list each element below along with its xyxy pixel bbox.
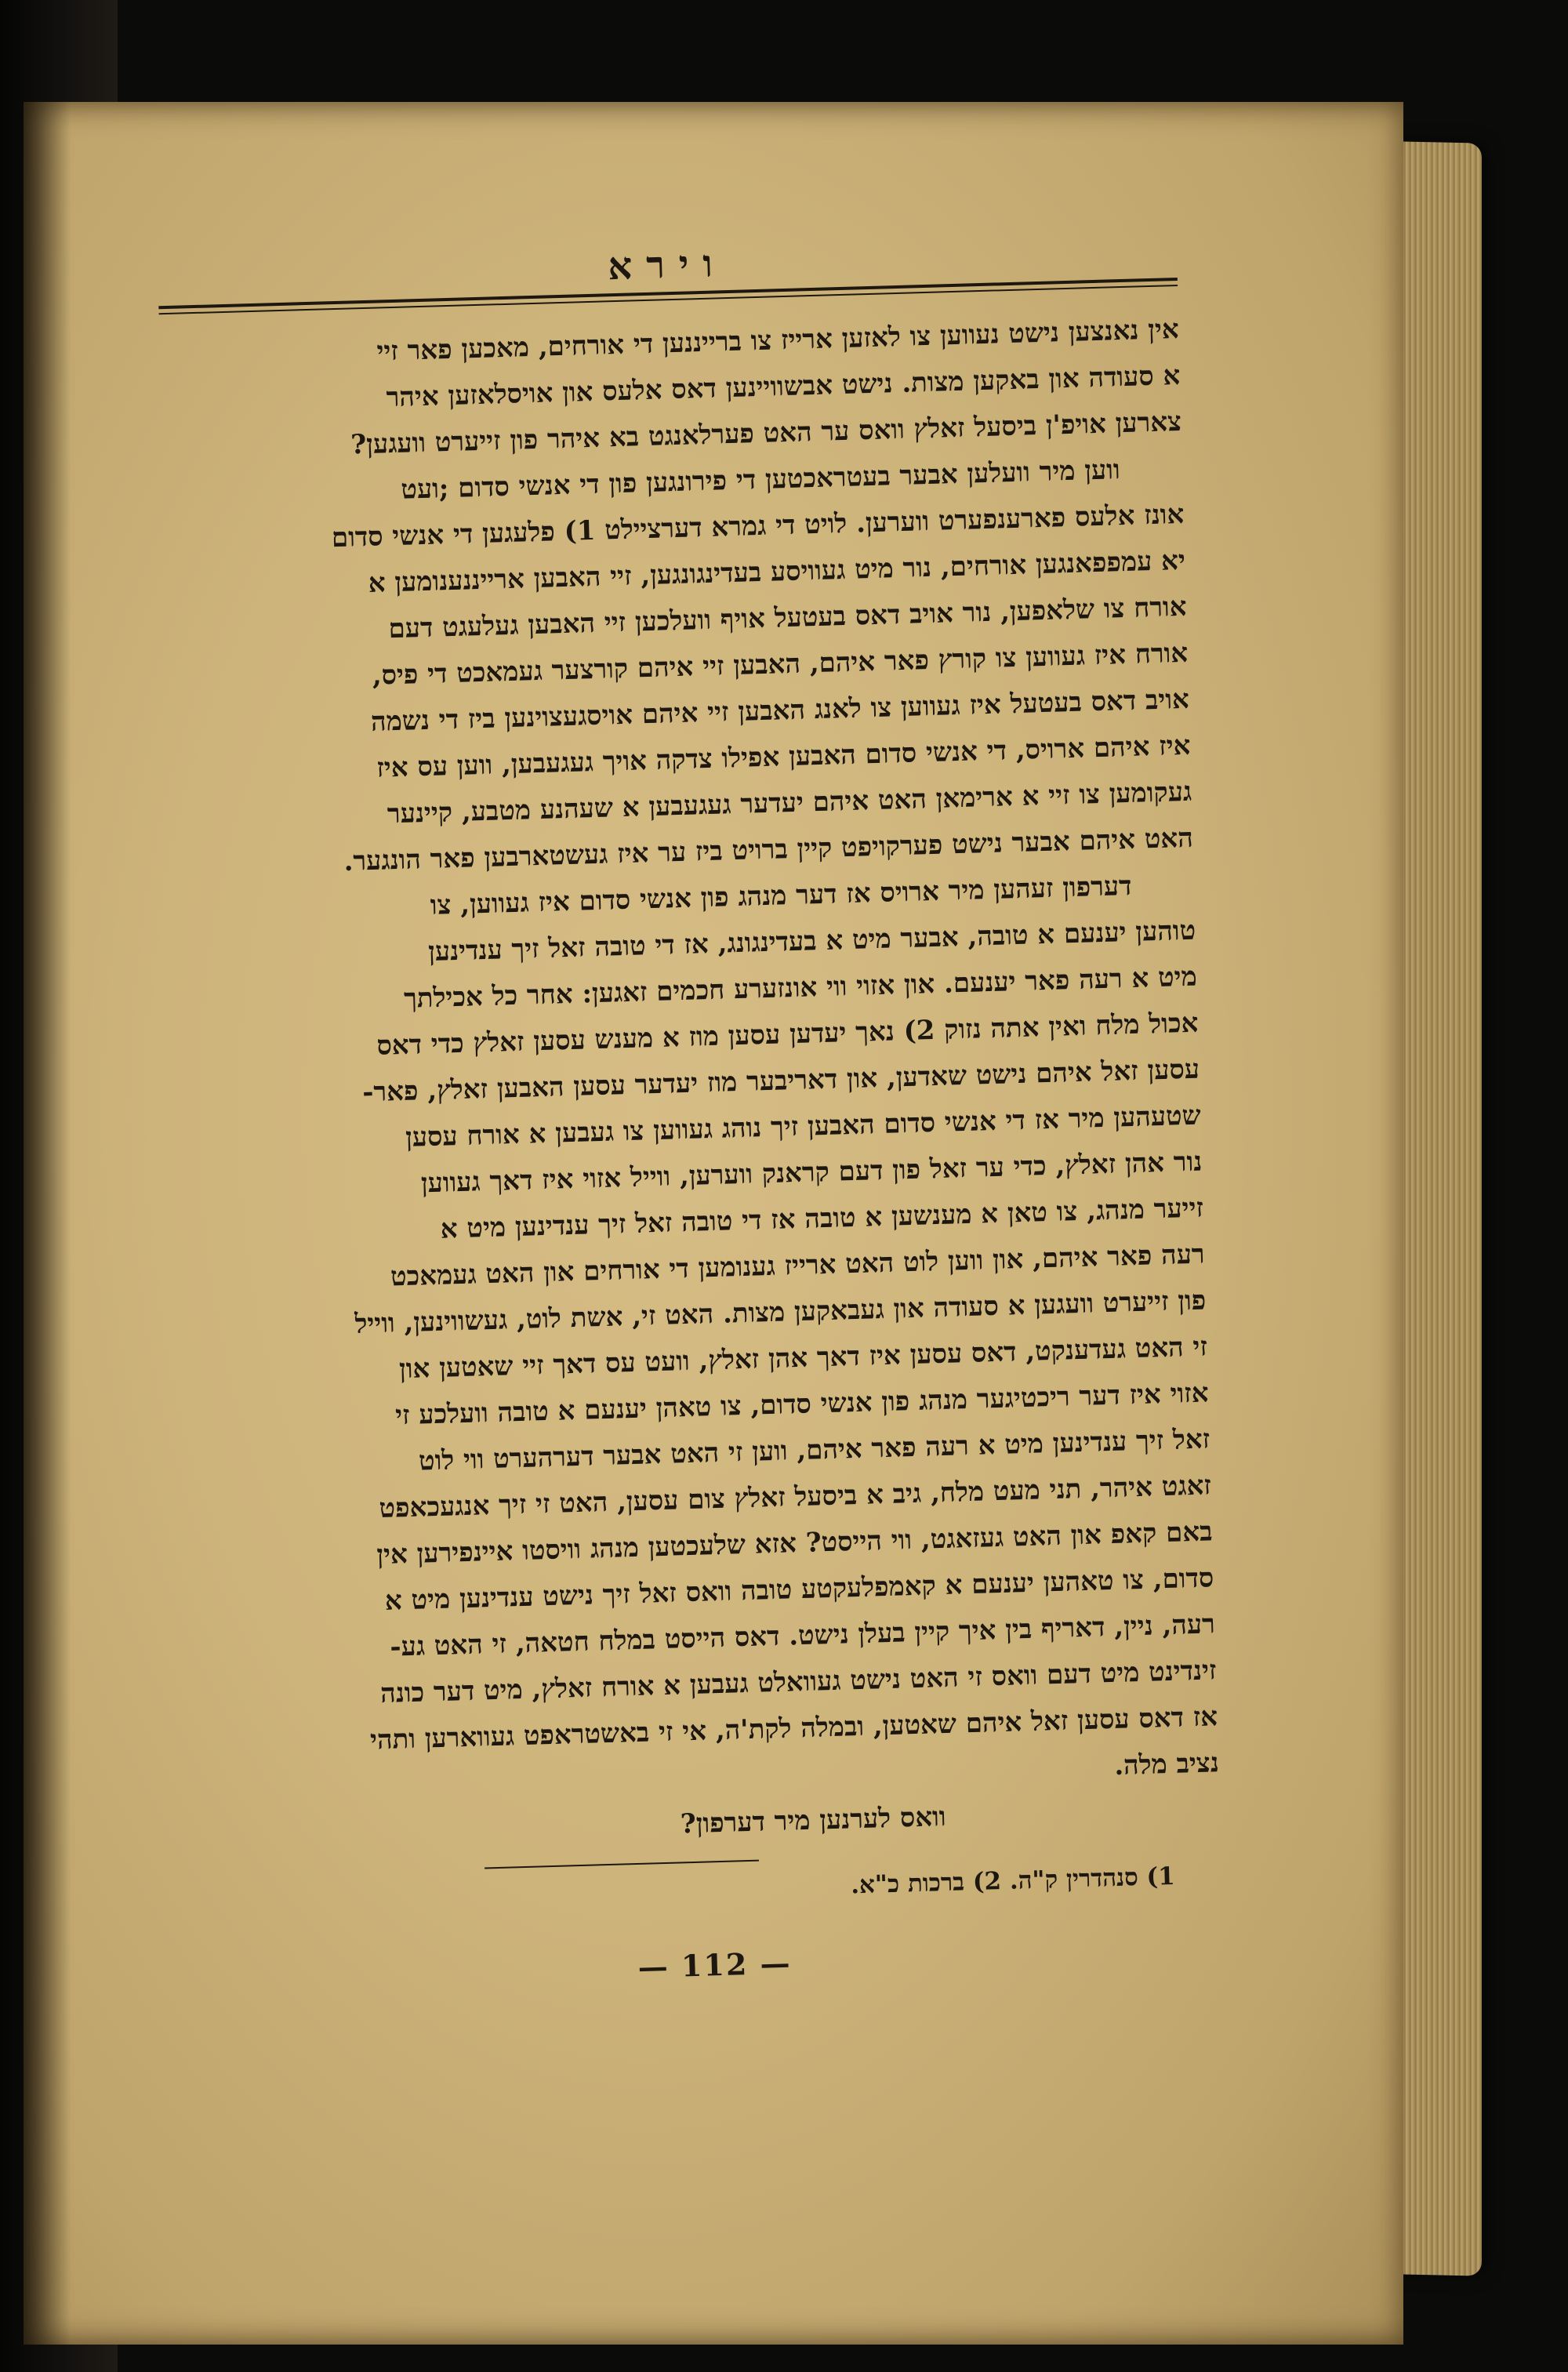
running-head: וירא <box>607 242 728 289</box>
text-line: נור אהן זאלץ, כדי ער זאל פון דעם קראנק ווערען, ווייל אזוי איז דאך געווען <box>420 1146 1203 1200</box>
text-line: טוהען יענעם א טובה, אבער מיט א בעדינגונג, אז די טובה זאל זיך ענדינען <box>427 914 1196 968</box>
text-line: אורח צו שלאפען, נור אויב דאס בעטעל אויף וועלכען זיי האבען געלעגט דעם <box>387 590 1188 645</box>
text-line: אזוי איז דער ריכטיגער מנהג פון אנשי סדום, צו טאהן יענעם א טובה וועלכע זי <box>394 1377 1210 1432</box>
text-line: זאל זיך ענדינען מיט א רעה פאר איהם, ווען זי האט אבער דערהערט ווי לוט <box>418 1423 1210 1477</box>
text-line: מיט א רעה פאר יענעם. און אזוי ווי אונזערע חכמים זאגען: אחר כל אכילתך <box>403 961 1198 1015</box>
text-line: געקומען צו זיי א ארימאן האט איהם יעדער געגעבען א שעהנע מטבע, קיינער <box>387 776 1192 830</box>
text-line: יא עמפפאנגען אורחים, נור מיט געוויסע בעדינגונגען, זיי האבען ארייננענומען א <box>368 544 1186 599</box>
text-line: ווען מיר וועלען אבער בעטראכטען די פירונגען פון די אנשי סדום ;ועט <box>400 454 1121 506</box>
text-line: רעה, ניין, דאריף בין איך קיין בעלן נישט. דאס הייסט במלח חטאה, זי האט גע- <box>389 1608 1216 1663</box>
text-line: זי האט געדענקט, דאס עסען איז דאך אהן זאלץ, וועט עס דאך זיי שאטען און <box>398 1331 1208 1386</box>
text-line: אורח איז געווען צו קורץ פאר איהם, האבען זיי איהם קורצער געמאכט די פיס, <box>372 637 1189 692</box>
text-line: שטעהען מיר אז די אנשי סדום האבען זיך נוהג געווען צו געבען א אורח עסען <box>405 1099 1202 1153</box>
text-line: זאגט איהר, תני מעט מלח, גיב א ביסעל זאלץ צום עסען, האט זי זיך אנגעכאפט <box>379 1469 1212 1525</box>
footnotes: 1) סנהדרין ק"ה. 2) ברכות כ"א. <box>850 1862 1176 1900</box>
text-line: אז דאס עסען זאל איהם שאטען, ובמלה לקת'ה, אי זי באשטראפט געווארען ותהי <box>369 1701 1218 1756</box>
text-line: אכול מלח ואין אתה נזוק 2) נאך יעדען עסען מוז א מענש עסען זאלץ כדי דאס <box>376 1007 1199 1062</box>
body-text <box>159 307 1219 1815</box>
page-gutter <box>24 102 71 2345</box>
text-line: א סעודה און באקען מצות. נישט אבשוויינען דאס אלעס און אויסלאזען איהר <box>386 359 1181 414</box>
text-line: סדום, צו טאהען יענעם א קאמפלעקטע טובה וואס זאל זיך נישט ענדינען מיט א <box>384 1562 1214 1617</box>
page-number: — 112 — <box>637 1945 793 1985</box>
text-line: צארען אויפ'ן ביסעל זאלץ וואס ער האט פערלאנגט בא איהר פון זייערט וועגען? <box>350 405 1182 461</box>
text-line: איז איהם ארויס, די אנשי סדום האבען אפילו צדקה אויך געגעבען, ווען עס איז <box>376 729 1192 784</box>
text-line: זייער מנהג, צו טאן א מענשען א טובה אז די טובה זאל זיך ענדינען מיט א <box>440 1192 1204 1245</box>
text-line: אונז אלעס פארענפערט ווערען. לויט די גמרא דערציילט 1) פלעגען די אנשי סדום <box>331 498 1185 554</box>
text-line: זינדינט מיט דעם וואס זי האט נישט געוואלט געבען א אורח זאלץ, מיט דער כונה <box>379 1655 1217 1710</box>
text-line: באם קאפ און האט געזאגט, ווי הייסט? אזא שלעכטען מנהג וויסטו איינפירען אין <box>376 1516 1214 1571</box>
text-line: האט איהם אבער נישט פערקויפט קיין ברויט ביז ער איז געשטארבען פאר הונגער. <box>343 822 1194 877</box>
text-line: רעה פאר איהם, און ווען לוט האט ארייז גענומען די אורחים און האט געמאכט <box>390 1238 1206 1293</box>
text-line: נציב מלה. <box>1113 1747 1220 1782</box>
footnote-rule <box>485 1860 759 1869</box>
text-line: פון זייערט וועגען א סעודה און געבאקען מצות. האט זי, אשת לוט, געשווינען, ווייל <box>354 1284 1207 1340</box>
text-line: אויב דאס בעטעל איז געווען צו לאנג האבען זיי איהם אויסגעצוינען ביז די נשמה <box>370 683 1190 738</box>
page-content <box>158 227 1225 1996</box>
text-line: דערפון זעהען מיר ארויס אז דער מנהג פון אנשי סדום איז געווען, צו <box>430 870 1132 921</box>
text-line: עסען זאל איהם נישט שאדען, און דאריבער מוז יעדער עסען האבען זאלץ, פאר- <box>361 1053 1200 1109</box>
text-line: אין נאנצען נישט נעווען צו לאזען ארייז צו ברייננען די אורחים, מאכען פאר זיי <box>376 313 1180 368</box>
question-line: וואס לערנען מיר דערפון? <box>680 1800 947 1840</box>
